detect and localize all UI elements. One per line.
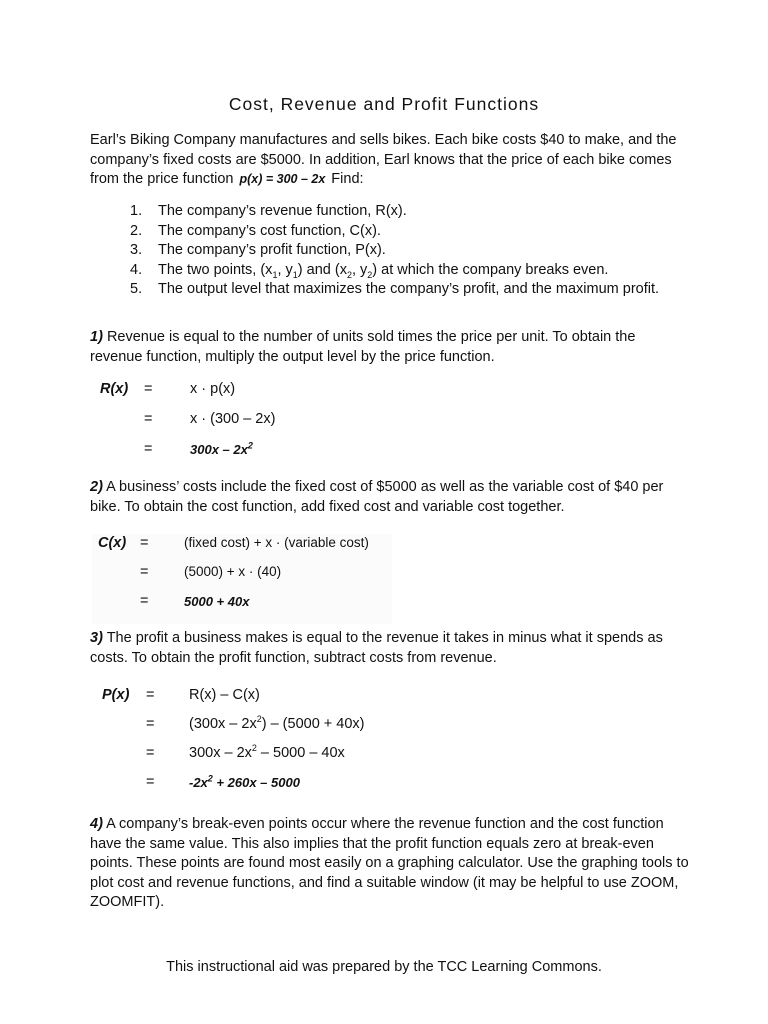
equals-sign: = [146,687,155,703]
section-text: A company’s break-even points occur where the revenue function and the cost function have the same value. This also implies that the profit function equals zero at break-even points. These points are found most easily on a graphing calculator. Use the graphing tools to plot cost and revenue functions, and find a suitable window (it may be helpful to use ZOOM, ZOOMFIT). [90,816,689,910]
page-title: Cost, Revenue and Profit Functions [228,94,540,114]
section-4-paragraph [90,815,690,913]
cost-equation [92,534,392,624]
equation-step: (fixed cost) + x · (variable cost) [184,535,369,550]
equation-result: $-2x^2 + 260x - 5000$ [189,773,300,790]
equation-lhs: R(x) [100,381,129,397]
list-item-number: 1. [130,203,143,219]
section-3-paragraph [90,629,690,668]
revenue-equation [100,381,400,471]
price-function: p(x) = 300 – 2x [239,172,326,186]
profit-equation [102,687,422,799]
list-item-number: 4. [130,261,143,278]
equation-lhs: P(x) [102,687,130,703]
list-item-text: The two points, ($x_1$, $y_1$) and ($x_2$, $y_2$) at which the company breaks even. [158,261,609,280]
list-item-text: The company’s cost function, C(x). [158,222,381,239]
equals-sign: = [140,593,149,609]
footer-note: This instructional aid was prepared by the TCC Learning Commons. [166,959,602,975]
equals-sign: = [144,381,153,397]
section-1-paragraph [90,328,690,367]
list-item [130,241,690,261]
equals-sign: = [146,745,155,761]
list-item-number: 3. [130,242,143,258]
list-item [130,222,690,242]
equation-step: x · (300 – 2x) [190,411,276,427]
equation-step: $300x - 2x^2 - 5000 - 40x$ [189,743,345,761]
equation-result: 5000 + 40x [184,594,250,609]
equals-sign: = [140,564,149,580]
list-item [130,202,690,222]
question-list [130,202,690,300]
list-item [130,261,690,281]
section-number: 2) [90,479,103,495]
section-number: 3) [90,630,103,646]
equation-lhs: C(x) [98,535,127,551]
equals-sign: = [146,774,155,790]
list-item-text: The company’s profit function, P(x). [158,242,386,258]
intro-text: Earl’s Biking Company manufactures and sells bikes. Each bike costs $40 to make, and the company’s fixed costs are $5000. In addition, Earl knows that the price of each bike comes from the price function [90,132,677,187]
equation-step: R(x) – C(x) [189,687,260,703]
list-item [130,280,690,300]
section-text: Revenue is equal to the number of units sold times the price per unit. To obtain the revenue function, multiply the output level by the price function. [90,329,636,365]
equation-step: (5000) + x · (40) [184,564,282,579]
intro-find: Find: [331,171,364,187]
list-item-number: 2. [130,222,143,239]
equation-step: x · p(x) [190,381,236,397]
section-number: 1) [90,329,103,345]
equals-sign: = [146,716,155,732]
equation-step: $(300x - 2x^2) - (5000 + 40x)$ [189,714,365,732]
section-text: A business’ costs include the fixed cost of $5000 as well as the variable cost of $40 per bike. To obtain the cost function, add fixed cost and variable cost together. [90,479,664,515]
section-text: The profit a business makes is equal to the revenue it takes in minus what it spends as costs. To obtain the profit function, subtract costs from revenue. [90,630,663,666]
list-item-text: The output level that maximizes the company’s profit, and the maximum profit. [158,281,660,297]
equals-sign: = [144,411,153,427]
intro-paragraph [90,131,690,190]
section-2-paragraph [90,478,690,517]
section-number: 4) [90,816,103,832]
equals-sign: = [140,535,149,551]
list-item-text: The company’s revenue function, R(x). [158,203,407,219]
list-item-number: 5. [130,281,143,297]
equals-sign: = [144,441,153,457]
equation-result: $300x - 2x^2$ [190,440,253,457]
